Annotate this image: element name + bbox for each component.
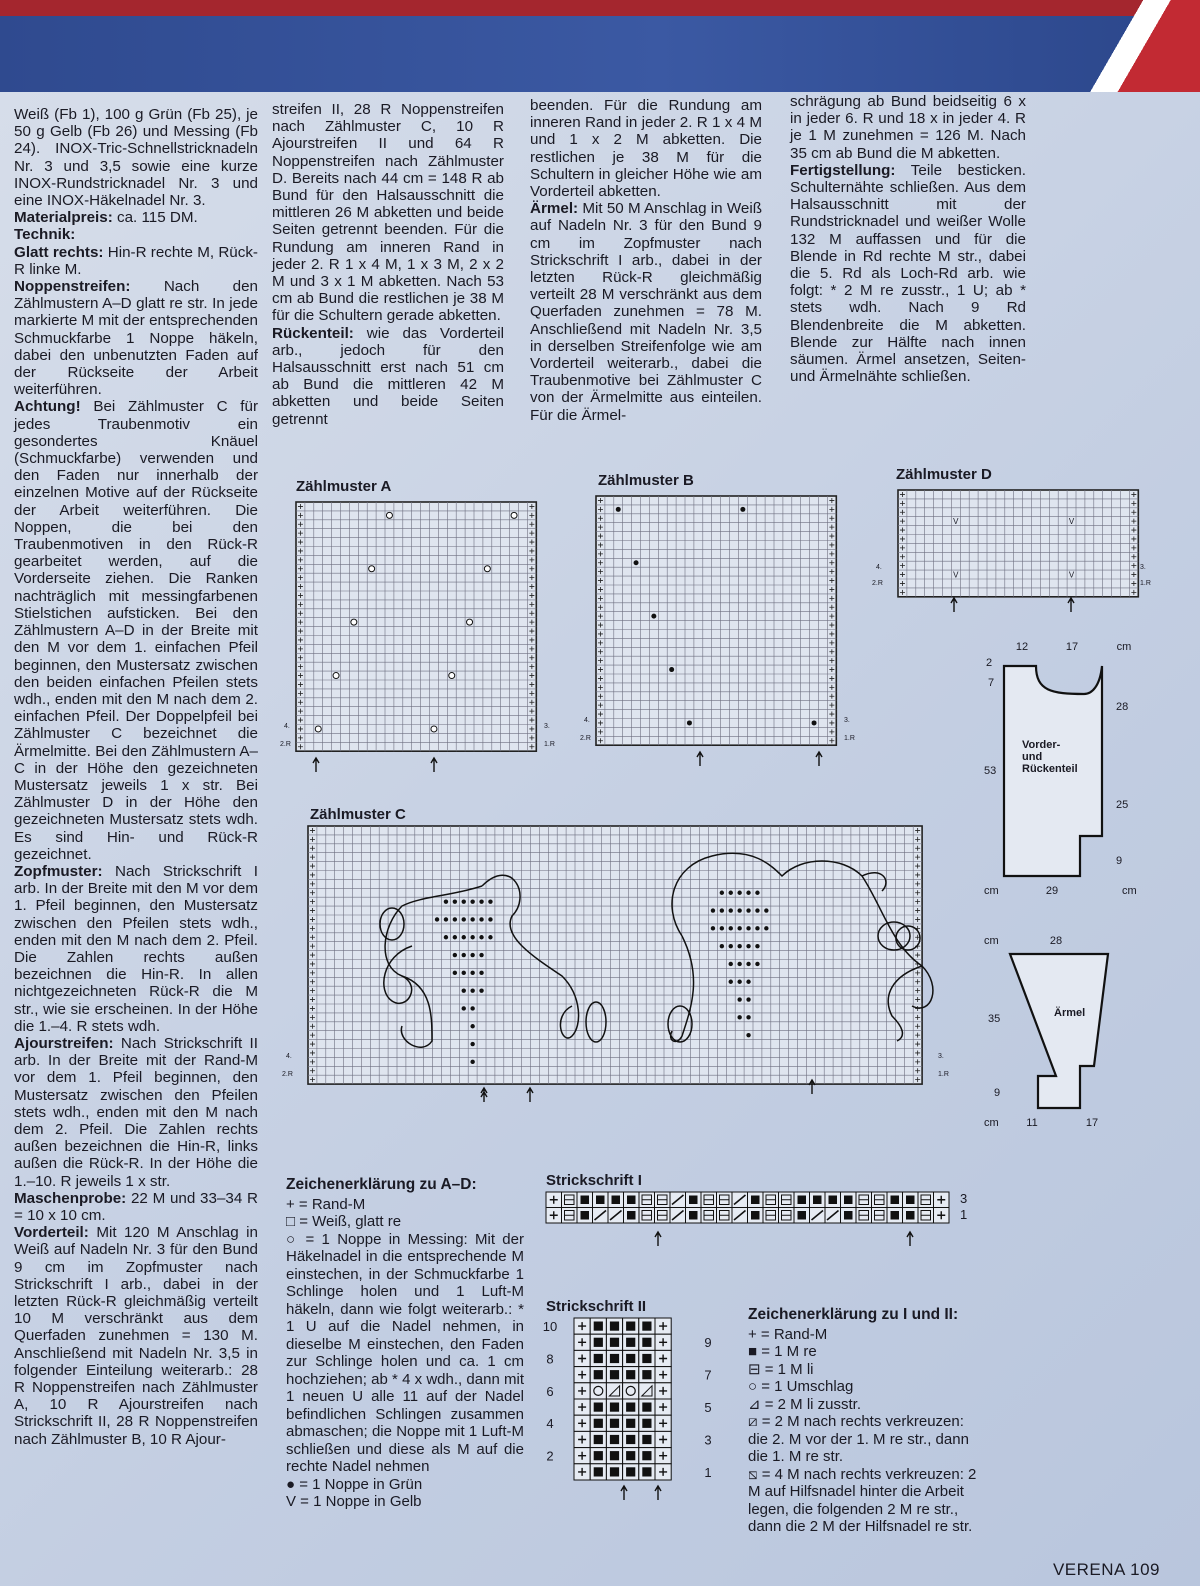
dimension-label: 28 bbox=[1116, 701, 1129, 713]
stitch-knit-mark bbox=[798, 1211, 807, 1220]
stitch-knit-mark bbox=[594, 1451, 603, 1460]
paragraph-heading: Noppenstreifen: bbox=[14, 278, 131, 296]
noppe-gruen-mark bbox=[687, 720, 692, 725]
chart-a-title: Zählmuster A bbox=[296, 478, 392, 495]
dimension-label: 29 bbox=[1045, 885, 1059, 897]
paragraph-heading: Ajourstreifen: bbox=[14, 1034, 114, 1052]
pattern-arrow bbox=[655, 1486, 661, 1500]
legend-1-2-item: + = Rand-M bbox=[748, 1325, 828, 1343]
legend-1-2-item: ⧅ = 4 M nach rechts verkreuzen: 2 M auf Hilfsnadel hinter die Arbeit legen, die folgenden 2 M re str., dann die 2 M der Hilfsnadel re str. bbox=[748, 1465, 977, 1535]
paragraph bbox=[790, 93, 1026, 162]
paragraph-heading: Rückenteil: bbox=[272, 324, 354, 342]
stitch-knit-mark bbox=[906, 1196, 915, 1205]
zaehlmuster-a-chart bbox=[282, 496, 562, 786]
stitch-knit-mark bbox=[642, 1403, 651, 1412]
noppe-gruen-mark bbox=[470, 1006, 474, 1010]
chart-b-title: Zählmuster B bbox=[598, 472, 694, 489]
noppe-gelb-mark: V bbox=[953, 517, 959, 527]
noppe-gruen-mark bbox=[444, 917, 448, 921]
stitch-knit-mark bbox=[594, 1322, 603, 1331]
stitch-knit-mark bbox=[689, 1196, 698, 1205]
stitch-knit-mark bbox=[642, 1370, 651, 1379]
pattern-arrow bbox=[621, 1486, 627, 1500]
noppe-gruen-mark bbox=[444, 899, 448, 903]
strickschrift-1-chart bbox=[546, 1192, 986, 1262]
dimension-label: cm bbox=[1116, 641, 1132, 653]
stitch-knit-mark bbox=[642, 1322, 651, 1331]
noppe-gruen-mark bbox=[462, 917, 466, 921]
paragraph bbox=[530, 97, 762, 200]
dimension-label: 12 bbox=[1015, 641, 1029, 653]
row-label: 2.R bbox=[580, 735, 591, 742]
pattern-arrow bbox=[1068, 598, 1074, 612]
paragraph bbox=[14, 1035, 258, 1190]
legend-1-2-item: ⊟ = 1 M li bbox=[748, 1360, 814, 1378]
stitch-knit-mark bbox=[891, 1196, 900, 1205]
paragraph-text: Mit 50 M Anschlag in Weiß auf Nadeln Nr. 3 für den Bund 9 cm im Zopfmuster nach Strickschrift I arb., dabei in der letzten Rück-R gleichmäßig verteilt 28 M verschränkt aus dem Querfaden zunehmen = 78 M. Anschließend mit Nadeln Nr. 3,5 in derselben Streifenfolge wie am Vorderteil weiterarb., dabei die Traubenmotive bei Zählmuster C von der Ärmelmitte aus einteilen. Für die Ärmel- bbox=[530, 200, 762, 424]
dimension-label: cm bbox=[1122, 885, 1137, 897]
row-number: 2 bbox=[546, 1448, 554, 1464]
noppe-messing-mark bbox=[431, 726, 437, 732]
row-label: 3. bbox=[544, 723, 550, 730]
noppe-gruen-mark bbox=[435, 917, 439, 921]
noppe-gruen-mark bbox=[462, 953, 466, 957]
row-label: 4. bbox=[286, 1053, 292, 1060]
paragraph-text: Hin-R rechte M, Rück-R linke M. bbox=[14, 243, 258, 278]
paragraph-heading: Achtung! bbox=[14, 398, 81, 416]
row-number: 1 bbox=[704, 1464, 712, 1480]
noppe-gruen-mark bbox=[746, 980, 750, 984]
schematic-diagrams bbox=[982, 636, 1192, 1146]
legend-a-d bbox=[286, 1176, 524, 1511]
paragraph-text: 22 M und 33–34 R = 10 x 10 cm. bbox=[14, 1189, 258, 1224]
noppe-gruen-mark bbox=[746, 908, 750, 912]
stitch-knit-mark bbox=[626, 1403, 635, 1412]
noppe-gelb-mark: V bbox=[1068, 570, 1075, 580]
stitch-knit-mark bbox=[594, 1370, 603, 1379]
stitch-knit-mark bbox=[626, 1451, 635, 1460]
strick-cell bbox=[590, 1383, 606, 1399]
noppe-gruen-mark bbox=[711, 908, 715, 912]
paragraph-text: Nach Strickschrift I arb. In der Breite mit den M vor dem 1. Pfeil beginnen, den Mustersatz zwischen den Pfeilen stets wdh., enden mit den M nach dem 2. Pfeil. Die Zahlen rechts außen bezeichnen die Hin-R. In allen nichtgezeichneten Rück-R die M str., wie sie erscheinen. In der Höhe die 1.–4. R stets wdh. bbox=[14, 862, 258, 1035]
noppe-gruen-mark bbox=[729, 891, 733, 895]
row-number: 3 bbox=[960, 1191, 968, 1206]
paragraph-heading: Vorderteil: bbox=[14, 1224, 89, 1242]
noppe-gruen-mark bbox=[746, 1015, 750, 1019]
noppe-gruen-mark bbox=[453, 971, 457, 975]
noppe-gruen-mark bbox=[462, 971, 466, 975]
noppe-gruen-mark bbox=[737, 926, 741, 930]
stitch-knit-mark bbox=[844, 1211, 853, 1220]
text-column-3 bbox=[530, 97, 762, 424]
noppe-gruen-mark bbox=[462, 1006, 466, 1010]
noppe-gruen-mark bbox=[462, 935, 466, 939]
noppe-gruen-mark bbox=[729, 944, 733, 948]
stitch-knit-mark bbox=[610, 1370, 619, 1379]
paragraph-heading: Zopfmuster: bbox=[14, 862, 103, 880]
body-label: Vorder- bbox=[1022, 739, 1061, 751]
legend-a-d-item: V = 1 Noppe in Gelb bbox=[286, 1493, 422, 1510]
stitch-knit-mark bbox=[751, 1196, 760, 1205]
stitch-knit-mark bbox=[596, 1196, 605, 1205]
dimension-label: 28 bbox=[1049, 935, 1063, 947]
legend-1-2-title: Zeichenerklärung zu I und II: bbox=[748, 1306, 959, 1323]
dimension-label: 53 bbox=[984, 765, 997, 777]
stitch-knit-mark bbox=[612, 1196, 621, 1205]
sleeve-label: Ärmel bbox=[1054, 1007, 1086, 1019]
stitch-knit-mark bbox=[626, 1354, 635, 1363]
row-label: 1.R bbox=[938, 1071, 949, 1078]
noppe-gruen-mark bbox=[755, 908, 759, 912]
stitch-knit-mark bbox=[610, 1403, 619, 1412]
row-label: 1.R bbox=[1140, 580, 1151, 587]
pattern-arrow bbox=[431, 758, 437, 772]
noppe-gruen-mark bbox=[470, 953, 474, 957]
noppe-messing-mark bbox=[449, 673, 455, 679]
text-column-2 bbox=[272, 101, 504, 428]
noppe-gruen-mark bbox=[488, 935, 492, 939]
legend-a-d-item: ● = 1 Noppe in Grün bbox=[286, 1475, 423, 1493]
pattern-arrow bbox=[951, 598, 957, 612]
row-label: 4. bbox=[284, 723, 290, 730]
row-number: 3 bbox=[704, 1432, 712, 1448]
noppe-gruen-mark bbox=[462, 988, 466, 992]
paragraph bbox=[14, 106, 258, 209]
paragraph bbox=[530, 200, 762, 424]
noppe-gruen-mark bbox=[711, 926, 715, 930]
paragraph-text: Teile besticken. Schulternähte schließen. Aus dem Halsausschnitt mit der Rundstricknadel und weißer Wolle 132 M auffassen und für die Blende in Rd rechte M str., dabei die 5. Rd als Loch-Rd arb. wie folgt: * 2 M re zusstr., 1 U; ab * stets wdh. Nach 9 Rd Blendenbreite die M abketten. Blende zur Hälfte nach innen säumen. Ärmel ansetzen, Seiten- und Ärmelnähte schließen. bbox=[790, 161, 1026, 386]
dimension-label: cm bbox=[984, 1117, 999, 1129]
noppe-gruen-mark bbox=[720, 944, 724, 948]
noppe-gruen-mark bbox=[746, 962, 750, 966]
pattern-arrow bbox=[481, 1088, 487, 1102]
noppe-gruen-mark bbox=[462, 899, 466, 903]
row-number: 1 bbox=[960, 1207, 968, 1222]
noppe-gruen-mark bbox=[764, 908, 768, 912]
noppe-gruen-mark bbox=[453, 935, 457, 939]
noppe-gruen-mark bbox=[729, 980, 733, 984]
noppe-gruen-mark bbox=[634, 560, 639, 565]
noppe-gruen-mark bbox=[479, 917, 483, 921]
noppe-gruen-mark bbox=[453, 899, 457, 903]
noppe-gruen-mark bbox=[755, 891, 759, 895]
grid-frame bbox=[308, 826, 922, 1084]
legend-a-d-item: ○ = 1 Noppe in Messing: Mit der Häkelnadel in die entsprechende M einstechen, in der Schmuckfarbe 1 Schlinge holen und 1 Luft-M häkeln, dann wie folgt weiterarb.: * 1 U auf die Nadel nehmen, in dieselbe M einstechen, den Faden zur Schlinge holen und ca. 1 cm hochziehen; ab * 4 x wdh., dann mit 1 neuen U alle 11 auf der Nadel befindlichen Schlingen zusammen abmaschen; die Noppe mit 1 Luft-M schließen und diese als M auf die rechte Nadel nehmen bbox=[286, 1230, 524, 1475]
noppe-gruen-mark bbox=[737, 1015, 741, 1019]
row-number: 7 bbox=[704, 1367, 712, 1383]
stitch-knit-mark bbox=[626, 1435, 635, 1444]
pattern-arrow bbox=[907, 1232, 913, 1246]
noppe-gruen-mark bbox=[737, 997, 741, 1001]
paragraph-text: Mit 120 M Anschlag in Weiß auf Nadeln Nr. 3 für den Bund 9 cm im Zopfmuster nach Strickschrift I arb., dabei in der letzten Rück-R gleichmäßig verteilt 10 M verschränkt aus dem Querfaden zunehmen = 130 M. Anschließend mit Nadeln Nr. 3,5 in folgender Einteilung weiterarb.: 28 R Noppenstreifen nach Zählmuster A, 10 R Ajourstreifen nach Strickschrift II, 28 R Noppenstreifen nach Zählmuster B, 10 R Ajour- bbox=[14, 1224, 258, 1448]
row-number: 10 bbox=[542, 1319, 558, 1334]
dimension-label: cm bbox=[984, 935, 999, 947]
noppe-gruen-mark bbox=[470, 1024, 474, 1028]
noppe-gruen-mark bbox=[746, 997, 750, 1001]
body-label: Rückenteil bbox=[1022, 763, 1078, 775]
row-number: 6 bbox=[546, 1383, 554, 1399]
stitch-knit-mark bbox=[610, 1451, 619, 1460]
stitch-knit-mark bbox=[689, 1211, 698, 1220]
noppe-gruen-mark bbox=[479, 899, 483, 903]
noppe-gruen-mark bbox=[470, 917, 474, 921]
stitch-knit-mark bbox=[751, 1211, 760, 1220]
noppe-gruen-mark bbox=[651, 614, 656, 619]
paragraph bbox=[14, 398, 258, 862]
noppe-messing-mark bbox=[351, 619, 357, 625]
noppe-gruen-mark bbox=[453, 953, 457, 957]
page-footer: VERENA 109 bbox=[1052, 1560, 1160, 1579]
stitch-knit-mark bbox=[594, 1403, 603, 1412]
noppe-gruen-mark bbox=[479, 935, 483, 939]
stitch-knit-mark bbox=[610, 1435, 619, 1444]
stitch-knit-mark bbox=[829, 1196, 838, 1205]
header-red-band bbox=[0, 0, 1200, 16]
dimension-label: 11 bbox=[1026, 1117, 1038, 1129]
noppe-messing-mark bbox=[484, 566, 490, 572]
dimension-label: 17 bbox=[1085, 1117, 1099, 1129]
noppe-gruen-mark bbox=[746, 891, 750, 895]
noppe-gruen-mark bbox=[729, 962, 733, 966]
paragraph bbox=[14, 244, 258, 278]
noppe-gruen-mark bbox=[470, 1060, 474, 1064]
paragraph bbox=[272, 325, 504, 428]
chart-c-title: Zählmuster C bbox=[310, 806, 406, 823]
noppe-gruen-mark bbox=[470, 935, 474, 939]
noppe-gruen-mark bbox=[737, 980, 741, 984]
text-column-4 bbox=[790, 93, 1026, 385]
stitch-knit-mark bbox=[813, 1196, 822, 1205]
stitch-knit-mark bbox=[594, 1354, 603, 1363]
stitch-knit-mark bbox=[627, 1211, 636, 1220]
noppe-gruen-mark bbox=[488, 917, 492, 921]
stitch-knit-mark bbox=[642, 1419, 651, 1428]
paragraph-heading: Materialpreis: bbox=[14, 209, 113, 227]
chart-d-title: Zählmuster D bbox=[896, 466, 992, 483]
noppe-gruen-mark bbox=[479, 988, 483, 992]
stitch-knit-mark bbox=[626, 1338, 635, 1347]
noppe-gruen-mark bbox=[755, 944, 759, 948]
sleeve-piece-outline bbox=[1010, 954, 1108, 1108]
body-label: und bbox=[1022, 751, 1043, 763]
noppe-gruen-mark bbox=[479, 953, 483, 957]
noppe-gruen-mark bbox=[453, 917, 457, 921]
zaehlmuster-b-chart bbox=[582, 490, 862, 780]
paragraph-text: Nach den Zählmustern A–D glatt re str. In jede markierte M mit der entsprechenden Schmuckfarbe 1 Noppe häkeln, dabei den unbenutzten Faden auf der Rückseite der Arbeit weiterführen. bbox=[14, 278, 258, 399]
paragraph bbox=[14, 226, 258, 243]
dimension-label: 35 bbox=[988, 1013, 1001, 1025]
paragraph-heading: Glatt rechts: bbox=[14, 243, 104, 261]
stitch-knit-mark bbox=[610, 1338, 619, 1347]
legend-1-2 bbox=[748, 1306, 988, 1536]
noppe-gruen-mark bbox=[488, 899, 492, 903]
stitch-knit-mark bbox=[626, 1370, 635, 1379]
stitch-knit-mark bbox=[626, 1467, 635, 1476]
noppe-gruen-mark bbox=[746, 944, 750, 948]
dimension-label: 9 bbox=[994, 1087, 1001, 1099]
paragraph-heading: Technik: bbox=[14, 226, 76, 244]
legend-1-2-item: ⧄ = 2 M nach rechts verkreuzen: die 2. M vor der 1. M re str., dann die 1. M re str. bbox=[748, 1413, 969, 1465]
noppe-gruen-mark bbox=[740, 507, 745, 512]
stitch-knit-mark bbox=[642, 1354, 651, 1363]
noppe-gruen-mark bbox=[479, 971, 483, 975]
row-label: 3. bbox=[844, 717, 850, 724]
noppe-gruen-mark bbox=[812, 720, 817, 725]
row-label: 1.R bbox=[844, 735, 855, 742]
noppe-gruen-mark bbox=[737, 962, 741, 966]
stitch-knit-mark bbox=[610, 1322, 619, 1331]
strickschrift-2-title: Strickschrift II bbox=[546, 1298, 647, 1315]
row-label: 4. bbox=[876, 564, 882, 571]
noppe-gruen-mark bbox=[720, 891, 724, 895]
legend-a-d-item: □ = Weiß, glatt re bbox=[286, 1213, 402, 1230]
row-label: 2.R bbox=[282, 1071, 293, 1078]
noppe-gruen-mark bbox=[729, 926, 733, 930]
legend-1-2-item: ○ = 1 Umschlag bbox=[748, 1378, 854, 1395]
row-label: 3. bbox=[938, 1053, 944, 1060]
stitch-knit-mark bbox=[610, 1419, 619, 1428]
stitch-knit-mark bbox=[581, 1211, 590, 1220]
noppe-gruen-mark bbox=[470, 899, 474, 903]
noppe-gruen-mark bbox=[746, 1033, 750, 1037]
row-label: 1.R bbox=[544, 741, 555, 748]
noppe-gruen-mark bbox=[616, 507, 621, 512]
noppe-gruen-mark bbox=[444, 935, 448, 939]
stitch-knit-mark bbox=[798, 1196, 807, 1205]
pattern-arrow bbox=[527, 1088, 533, 1102]
stitch-knit-mark bbox=[906, 1211, 915, 1220]
noppe-gruen-mark bbox=[470, 988, 474, 992]
paragraph bbox=[14, 1190, 258, 1224]
legend-1-2-item: ⊿ = 2 M li zusstr. bbox=[748, 1395, 862, 1413]
noppe-messing-mark bbox=[467, 619, 473, 625]
paragraph-text: Bei Zählmuster C für jedes Traubenmotiv ein gesondertes Knäuel (Schmuckfarbe) verwenden und den Faden nur innerhalb der einzelnen Motive auf der Rückseite der Arbeit weiterführen. Die Noppen, die bei den Traubenmotiven in den Rück-R gearbeitet werden, auf die Vorderseite ziehen. Die Ranken nachträglich mit messingfarbenen Stielstichen aufsticken. Bei den Zählmustern A–D in der Breite mit den M vor dem 1. einfachen Pfeil beginnen, den Mustersatz zwischen den beiden einfachen Pfeilen stets wdh., enden mit den M nach dem 2. einfachen Pfeil. Der Doppelpfeil bei Zählmuster C bezeichnet die Ärmelmitte. Bei den Zählmustern A–C in der Höhe den gezeichneten Mustersatz jeweils 1 x str. Bei Zählmuster D in der Höhe den gezeichneten Mustersatz stets wdh. Es sind Hin- und Rück-R gezeichnet. bbox=[14, 398, 258, 863]
noppe-gruen-mark bbox=[764, 926, 768, 930]
legend-1-2-item: ■ = 1 M re bbox=[748, 1343, 817, 1360]
stitch-knit-mark bbox=[844, 1196, 853, 1205]
noppe-gelb-mark: V bbox=[1068, 517, 1075, 527]
noppe-gruen-mark bbox=[737, 944, 741, 948]
paragraph bbox=[790, 162, 1026, 386]
zaehlmuster-d-chart bbox=[872, 484, 1166, 624]
dimension-label: cm bbox=[984, 885, 999, 897]
pattern-arrow bbox=[697, 752, 703, 766]
header-band bbox=[0, 0, 1200, 92]
noppe-gruen-mark bbox=[755, 962, 759, 966]
paragraph bbox=[14, 278, 258, 398]
stitch-knit-mark bbox=[642, 1451, 651, 1460]
dimension-label: 2 bbox=[986, 657, 993, 669]
stitch-knit-mark bbox=[626, 1419, 635, 1428]
dimension-label: 9 bbox=[1116, 855, 1123, 867]
noppe-gruen-mark bbox=[729, 908, 733, 912]
pattern-arrow bbox=[816, 752, 822, 766]
noppe-gruen-mark bbox=[720, 926, 724, 930]
stitch-knit-mark bbox=[642, 1467, 651, 1476]
stitch-knit-mark bbox=[626, 1322, 635, 1331]
row-label: 2.R bbox=[872, 580, 883, 587]
dimension-label: 7 bbox=[988, 677, 995, 689]
stitch-knit-mark bbox=[891, 1211, 900, 1220]
row-number: 4 bbox=[546, 1416, 554, 1432]
pattern-arrow bbox=[655, 1232, 661, 1246]
strick-cell bbox=[623, 1383, 639, 1399]
noppe-gruen-mark bbox=[755, 926, 759, 930]
text-column-1 bbox=[14, 106, 258, 1448]
paragraph-text: Weiß (Fb 1), 100 g Grün (Fb 25), je 50 g Gelb (Fb 26) und Messing (Fb 24). INOX-Tric-Schnellstricknadeln Nr. 3 und 3,5 sowie eine kurze INOX-Rundstricknadel Nr. 3 und eine INOX-Häkelnadel Nr. 3. bbox=[14, 106, 258, 210]
paragraph-heading: Maschenprobe: bbox=[14, 1189, 127, 1207]
paragraph-text: ca. 115 DM. bbox=[112, 209, 198, 227]
stitch-knit-mark bbox=[594, 1467, 603, 1476]
header-stripe-decoration bbox=[1070, 0, 1200, 92]
legend-a-d-title: Zeichenerklärung zu A–D: bbox=[286, 1176, 477, 1193]
strickschrift-1-title: Strickschrift I bbox=[546, 1172, 642, 1189]
paragraph-text: wie das Vorderteil arb., jedoch für den Halsausschnitt erst nach 51 cm ab Bund die mittleren 42 M abketten und beide Seiten getrennt bbox=[272, 324, 504, 428]
stitch-knit-mark bbox=[594, 1338, 603, 1347]
zaehlmuster-c-chart bbox=[282, 826, 972, 1126]
strickschrift-2-chart bbox=[540, 1318, 730, 1548]
row-number: 9 bbox=[704, 1335, 712, 1351]
row-number: 8 bbox=[546, 1351, 554, 1367]
paragraph bbox=[14, 1224, 258, 1448]
stitch-knit-mark bbox=[627, 1196, 636, 1205]
noppe-gelb-mark: V bbox=[953, 570, 959, 580]
dimension-label: 17 bbox=[1065, 641, 1079, 653]
paragraph bbox=[272, 101, 504, 325]
noppe-gruen-mark bbox=[720, 908, 724, 912]
noppe-gruen-mark bbox=[470, 971, 474, 975]
stitch-knit-mark bbox=[610, 1467, 619, 1476]
paragraph bbox=[14, 863, 258, 1035]
stitch-knit-mark bbox=[642, 1435, 651, 1444]
pattern-arrow bbox=[313, 758, 319, 772]
noppe-messing-mark bbox=[386, 512, 392, 518]
paragraph-heading: Fertigstellung: bbox=[790, 161, 896, 179]
noppe-messing-mark bbox=[511, 512, 517, 518]
noppe-messing-mark bbox=[333, 673, 339, 679]
paragraph-text: schrägung ab Bund beidseitig 6 x in jeder 6. R und 18 x in jeder 4. R je 1 M zunehmen = 126 M. Nach 35 cm ab Bund die M abketten. bbox=[790, 93, 1026, 162]
paragraph-heading: Ärmel: bbox=[530, 200, 579, 218]
stitch-knit-mark bbox=[610, 1354, 619, 1363]
paragraph-text: Nach Strickschrift II arb. In der Breite mit der Rand-M vor dem 1. Pfeil beginnen, den Mustersatz zwischen den Pfeilen stets wdh., enden mit den M nach dem 2. Pfeil. Die Zahlen rechts außen bezeichnen die Hin-R, links außen die Rück-R. In der Höhe die 1.–10. R jeweils 1 x str. bbox=[14, 1034, 258, 1190]
noppe-gruen-mark bbox=[746, 926, 750, 930]
legend-a-d-item: + = Rand-M bbox=[286, 1195, 366, 1213]
stitch-knit-mark bbox=[642, 1338, 651, 1347]
row-label: 4. bbox=[584, 717, 590, 724]
paragraph-text: streifen II, 28 R Noppenstreifen nach Zählmuster C, 10 R Ajourstreifen II und 64 R Noppenstreifen nach Zählmuster D. Bereits nach 44 cm = 148 R ab Bund für den Halsausschnitt die mittleren 26 M abketten und beide Seiten getrennt beenden. Für die Rundung am inneren Rand in jeder 2. R 1 x 4 M, 1 x 3 M, 2 x 2 M und 3 x 1 M abketten. Nach 53 cm ab Bund die restlichen je 38 M für die Schultern gerade abketten. bbox=[272, 101, 504, 325]
stitch-knit-mark bbox=[594, 1419, 603, 1428]
stitch-knit-mark bbox=[581, 1196, 590, 1205]
noppe-gruen-mark bbox=[669, 667, 674, 672]
noppe-gruen-mark bbox=[737, 908, 741, 912]
paragraph bbox=[14, 209, 258, 226]
row-label: 3. bbox=[1140, 564, 1146, 571]
dimension-label: 25 bbox=[1116, 799, 1129, 811]
noppe-gruen-mark bbox=[470, 1042, 474, 1046]
row-label: 2.R bbox=[280, 741, 291, 748]
noppe-gruen-mark bbox=[737, 891, 741, 895]
noppe-messing-mark bbox=[369, 566, 375, 572]
stitch-knit-mark bbox=[594, 1435, 603, 1444]
paragraph-text: beenden. Für die Rundung am inneren Rand in jeder 2. R 1 x 4 M und 1 x 2 M abketten. Die restlichen je 38 M für die Schultern in gleicher Höhe wie am Vorderteil abketten. bbox=[530, 97, 762, 201]
noppe-messing-mark bbox=[315, 726, 321, 732]
row-number: 5 bbox=[704, 1400, 712, 1415]
